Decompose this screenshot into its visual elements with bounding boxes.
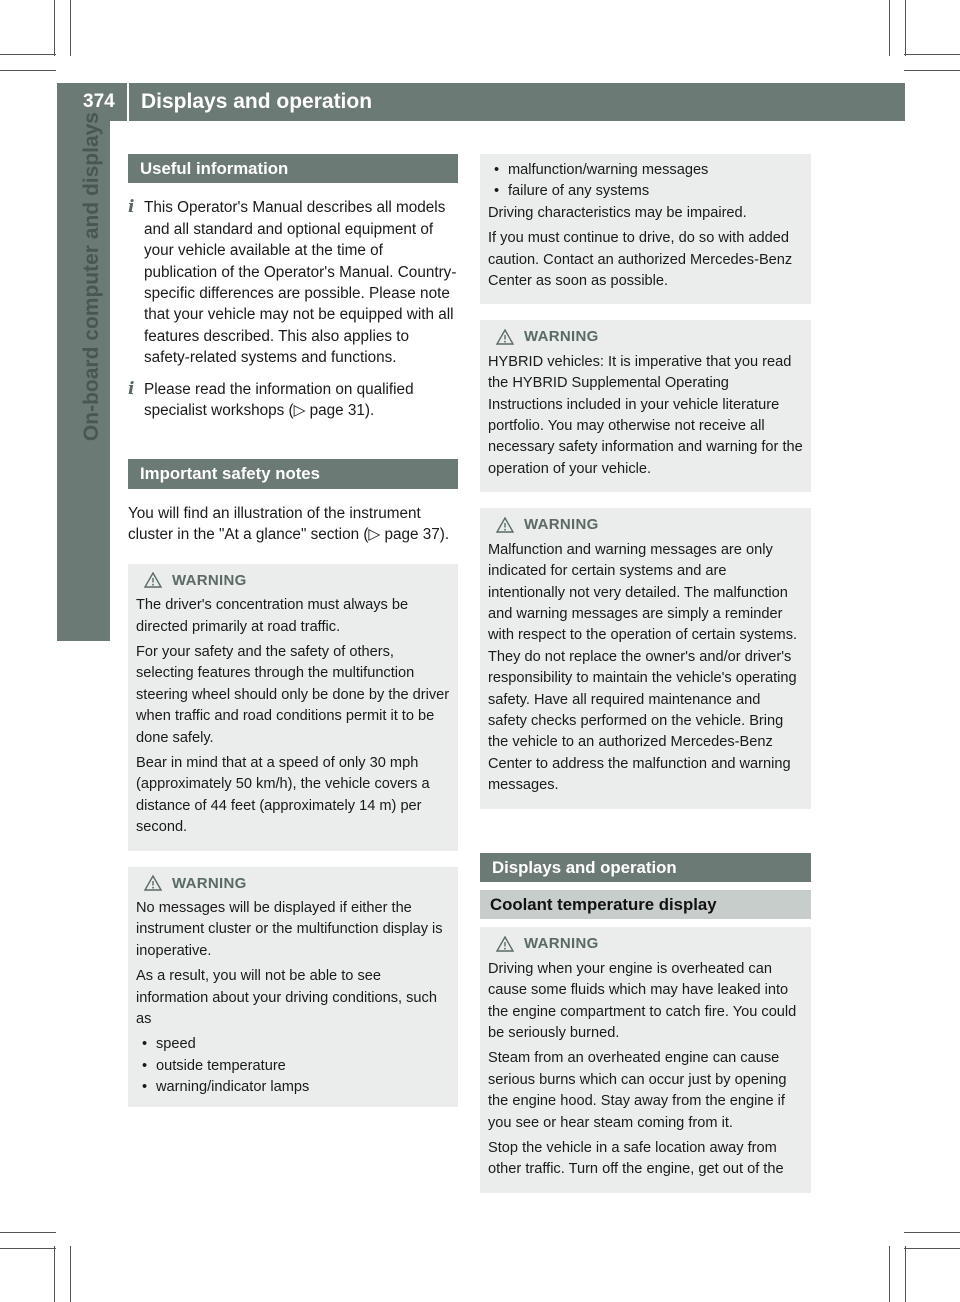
- list-item-text: malfunction/warning messages: [508, 162, 709, 178]
- list-item-text: speed: [156, 1036, 196, 1053]
- warning-label: WARNING: [524, 516, 599, 534]
- crop-mark: [0, 1248, 56, 1249]
- warning-text: As a result, you will not be able to see information about your driving conditions, such as: [136, 968, 437, 1027]
- section-heading-displays: Displays and operation: [480, 853, 811, 882]
- page-header: [57, 83, 905, 121]
- warning-label: WARNING: [172, 571, 247, 589]
- warning-text: No messages will be displayed if either the instrument cluster or the multifunction display is inoperative.: [136, 899, 443, 959]
- list-item: [488, 181, 803, 202]
- crop-mark: [904, 54, 960, 55]
- crop-mark: [905, 1246, 906, 1302]
- page-number: 374: [83, 91, 115, 112]
- list-item: [488, 160, 803, 181]
- crop-mark: [54, 0, 55, 56]
- info-text: This Operator's Manual describes all models and all standard and optional equipment of your vehicle available at the time of publication of the Operator's Manual. Country-specific differences are possible. Please note that your vehicle may not be equipped with all features described. This also applies to safety-related systems and functions.: [144, 199, 457, 367]
- left-column: [128, 154, 458, 1123]
- crop-mark: [904, 1248, 960, 1249]
- list-item-text: failure of any systems: [508, 183, 650, 200]
- bullet-icon: •: [142, 1036, 148, 1053]
- warning-box: [480, 320, 811, 492]
- warning-text: The driver's concentration must always be directed primarily at road traffic.: [136, 597, 409, 635]
- warning-text: Malfunction and warning messages are only indicated for certain systems and are intentionally not very detailed. The malfunction and warning messages are simply a reminder with respect to the operation of certain systems. They do not replace the owner's and/or driver's responsibility to maintain the vehicle's operating safety. Have all required maintenance and safety checks performed on the vehicle. Bring the vehicle to an authorized Mercedes-Benz Center to address the malfunction and warning messages.: [488, 541, 798, 794]
- warning-box-continued: [480, 154, 811, 304]
- warning-text: Driving when your engine is overheated can cause some fluids which may have leaked into the engine compartment to catch fire. You could be seriously burned.: [488, 960, 797, 1041]
- warning-text: For your safety and the safety of others, selecting features through the multifunction steering wheel should only be done by the driver when traffic and road conditions permit it to be done safely.: [136, 643, 450, 746]
- bullet-icon: •: [142, 1057, 148, 1074]
- crop-mark: [70, 1246, 71, 1302]
- warning-box: [480, 927, 811, 1192]
- bullet-icon: •: [494, 183, 500, 200]
- crop-mark: [889, 1246, 890, 1302]
- warning-label: WARNING: [524, 935, 599, 953]
- list-item: [136, 1056, 450, 1077]
- warning-text: Driving characteristics may be impaired.: [488, 204, 747, 221]
- warning-text: Bear in mind that at a speed of only 30 mph (approximately 50 km/h), the vehicle covers a distance of 44 feet (approximately 14 m) per second.: [136, 754, 430, 836]
- warning-label: WARNING: [524, 328, 599, 346]
- warning-label: WARNING: [172, 874, 247, 892]
- crop-mark: [0, 1232, 56, 1233]
- warning-text: If you must continue to drive, do so with added caution. Contact an authorized Mercedes-Benz Center as soon as possible.: [488, 230, 793, 290]
- warning-triangle-icon: [142, 572, 164, 588]
- warning-title: [488, 326, 803, 347]
- info-icon: i: [128, 378, 135, 399]
- warning-title: [488, 514, 803, 535]
- warning-text: HYBRID vehicles: It is imperative that you read the HYBRID Supplemental Operating Instructions included in your vehicle literature portfolio. You may otherwise not receive all necessary safety information and warning for the operation of your vehicle.: [488, 353, 803, 477]
- warning-box: [128, 564, 458, 851]
- section-heading-safety: Important safety notes: [128, 459, 458, 488]
- info-note: [128, 379, 458, 422]
- crop-mark: [54, 1246, 55, 1302]
- info-note: [128, 197, 458, 368]
- right-column: [480, 154, 811, 1209]
- bullet-icon: •: [494, 162, 500, 178]
- warning-box: [128, 867, 458, 1107]
- warning-triangle-icon: [494, 329, 516, 345]
- info-icon: i: [128, 197, 135, 218]
- crop-mark: [0, 70, 56, 71]
- warning-text: Steam from an overheated engine can cause serious burns which can occur just by opening the engine hood. Stay away from the engine if you see or hear steam coming from it.: [488, 1050, 787, 1131]
- list-item-text: warning/indicator lamps: [156, 1079, 310, 1096]
- list-item: [136, 1077, 450, 1098]
- warning-title: [488, 933, 803, 954]
- info-text: Please read the information on qualified specialist workshops (▷ page 31).: [144, 380, 414, 420]
- crop-mark: [904, 1232, 960, 1233]
- subsection-heading-coolant: Coolant temperature display: [480, 890, 811, 919]
- list-item: [136, 1034, 450, 1055]
- section-heading-useful: Useful information: [128, 154, 458, 183]
- crop-mark: [889, 0, 890, 56]
- bullet-icon: •: [142, 1079, 148, 1096]
- warning-triangle-icon: [494, 517, 516, 533]
- chapter-label: On-board computer and displays: [80, 112, 103, 442]
- warning-title: [136, 873, 450, 894]
- list-item-text: outside temperature: [156, 1057, 286, 1074]
- crop-mark: [0, 54, 56, 55]
- safety-intro: You will find an illustration of the instrument cluster in the "At a glance" section (▷ page 37).: [128, 504, 450, 544]
- crop-mark: [70, 0, 71, 56]
- crop-mark: [905, 0, 906, 56]
- warning-title: [136, 570, 450, 591]
- warning-triangle-icon: [142, 875, 164, 891]
- page-title: Displays and operation: [141, 90, 373, 113]
- warning-text: Stop the vehicle in a safe location away from other traffic. Turn off the engine, get out of the: [488, 1140, 784, 1178]
- warning-box: [480, 508, 811, 808]
- crop-mark: [904, 70, 960, 71]
- warning-triangle-icon: [494, 936, 516, 952]
